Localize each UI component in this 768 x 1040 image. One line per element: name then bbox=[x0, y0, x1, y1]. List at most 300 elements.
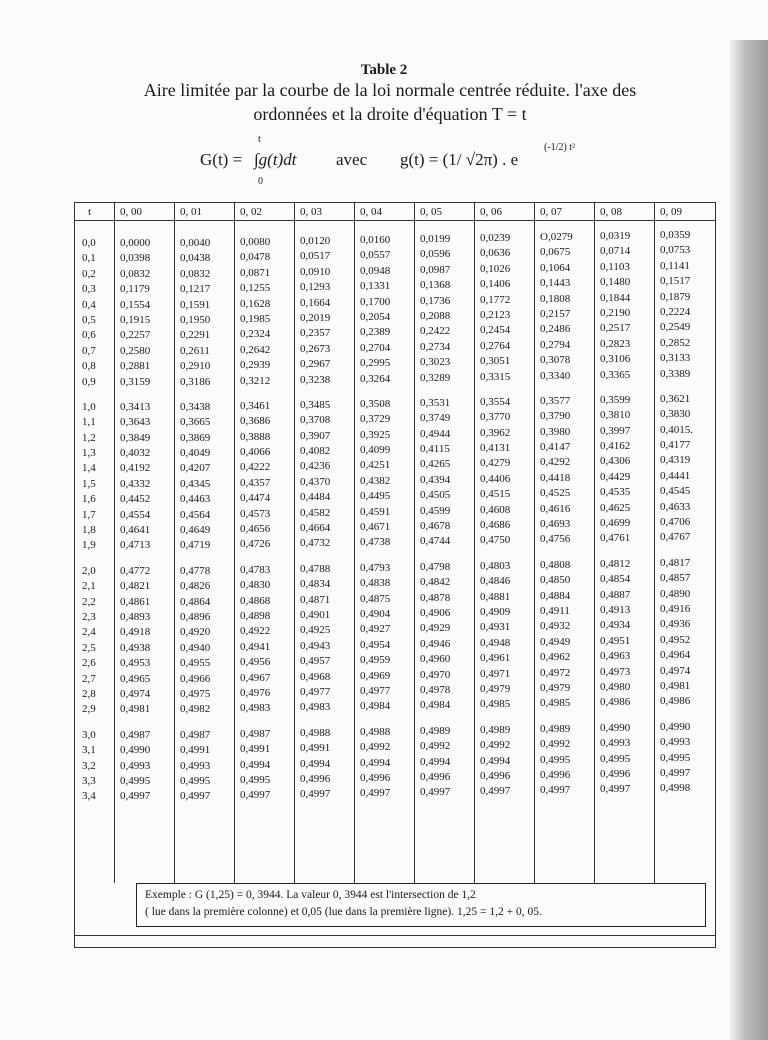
table-cell: 0,4515 bbox=[480, 488, 511, 501]
table-cell: 0,1628 bbox=[240, 297, 271, 310]
header-col: 0, 04 bbox=[360, 206, 382, 218]
page-edge-shadow bbox=[730, 40, 768, 1040]
table-cell: 0,4803 bbox=[480, 559, 511, 572]
table-cell: 3,2 bbox=[82, 759, 96, 772]
table-cell: 0,4842 bbox=[420, 576, 451, 589]
table-cell: 0,0832 bbox=[180, 267, 211, 280]
table-cell: 0,1736 bbox=[420, 294, 451, 307]
table-cell: 0,4893 bbox=[120, 610, 151, 623]
column-line bbox=[474, 202, 475, 883]
table-cell: 0,4778 bbox=[180, 564, 211, 577]
table-cell: 0,4997 bbox=[180, 790, 211, 803]
table-cell: O,0279 bbox=[540, 231, 573, 243]
table-cell: 0,4920 bbox=[180, 626, 211, 639]
table-cell: 0,2324 bbox=[240, 328, 271, 341]
table-cell: 0,4147 bbox=[540, 441, 571, 454]
table-cell: 0,2 bbox=[82, 267, 96, 280]
table-cell: 0,4997 bbox=[240, 789, 271, 802]
table-cell: 0,4986 bbox=[600, 696, 631, 709]
table-cell: 0,1179 bbox=[120, 283, 150, 296]
header-separator bbox=[74, 220, 716, 221]
table-cell: 0,4904 bbox=[360, 607, 391, 620]
table-cell: 0,4997 bbox=[420, 786, 451, 799]
table-cell: 0,4838 bbox=[360, 577, 391, 590]
table-cell: 2,1 bbox=[82, 580, 96, 593]
table-cell: 0,4990 bbox=[120, 744, 151, 757]
table-cell: 0,2734 bbox=[420, 340, 451, 353]
column-line bbox=[534, 202, 535, 883]
table-cell: 0,4934 bbox=[600, 619, 631, 632]
table-cell: 3,1 bbox=[82, 744, 96, 757]
table-cell: 0,3665 bbox=[180, 416, 211, 429]
table-cell: 0,2642 bbox=[240, 343, 271, 356]
value-column bbox=[660, 228, 693, 797]
table-cell: 0,3485 bbox=[300, 398, 331, 411]
table-cell: 0,4940 bbox=[180, 641, 211, 654]
table-cell: 0,4989 bbox=[540, 722, 571, 735]
table-cell: 0,3849 bbox=[120, 431, 151, 444]
formula-lhs: G(t) = bbox=[200, 150, 243, 169]
table-cell: 0,0359 bbox=[660, 229, 691, 241]
table-cell: 0,4505 bbox=[420, 489, 451, 502]
table-cell: 2,5 bbox=[82, 641, 96, 654]
table-cell: 0,4207 bbox=[180, 462, 211, 475]
table-cell: 0,3315 bbox=[480, 370, 511, 383]
table-cell: 0,4265 bbox=[420, 458, 451, 471]
table-cell: 0,4961 bbox=[480, 652, 511, 665]
value-column bbox=[420, 232, 450, 801]
table-cell: 0,4925 bbox=[300, 624, 331, 637]
table-cell: 0,4625 bbox=[600, 501, 631, 514]
table-cell: 0,0478 bbox=[240, 251, 271, 264]
table-cell: 0,2257 bbox=[120, 329, 151, 342]
table-cell: 0,4975 bbox=[180, 687, 211, 700]
column-line bbox=[594, 202, 595, 883]
table-cell: 0,3554 bbox=[480, 395, 511, 408]
table-cell: 0,0753 bbox=[660, 244, 691, 257]
table-cell: 0,4793 bbox=[360, 561, 391, 574]
table-cell: 0,1591 bbox=[180, 298, 211, 311]
table-cell: 0,3686 bbox=[240, 415, 271, 428]
table-cell: 1,7 bbox=[82, 508, 96, 521]
subtitle-line-1: Aire limitée par la courbe de la loi normale centrée réduite. l'axe des bbox=[143, 80, 637, 100]
table-cell: 0,4864 bbox=[180, 595, 211, 608]
table-cell: 0,4861 bbox=[120, 595, 151, 608]
table-cell: 0,1 bbox=[82, 252, 96, 265]
table-cell: 0,2454 bbox=[480, 324, 511, 337]
table-title: Table 2 bbox=[360, 62, 408, 78]
table-cell: 0,2054 bbox=[360, 310, 391, 323]
table-cell: 0,4990 bbox=[600, 721, 631, 734]
table-cell: 0,2157 bbox=[540, 307, 571, 320]
table-cell: 0,4357 bbox=[240, 476, 271, 489]
table-cell: 2,3 bbox=[82, 610, 96, 623]
formula-avec: avec bbox=[336, 150, 368, 169]
table-cell: 0,4987 bbox=[240, 727, 271, 740]
table-cell: 0,4808 bbox=[540, 558, 571, 571]
header-col: 0, 06 bbox=[480, 206, 502, 218]
table-cell: 0,0319 bbox=[600, 230, 631, 242]
table-cell: 0,4418 bbox=[540, 471, 571, 484]
table-cell: 0,4993 bbox=[600, 737, 631, 750]
table-cell: 0,2704 bbox=[360, 341, 391, 354]
example-box bbox=[136, 883, 706, 927]
table-cell: 0,4985 bbox=[540, 697, 571, 710]
column-line bbox=[294, 202, 295, 883]
table-cell: 0,0557 bbox=[360, 249, 391, 262]
table-cell: 0,4991 bbox=[300, 742, 331, 755]
table-cell: 0,3888 bbox=[240, 430, 271, 443]
table-cell: 0,4983 bbox=[240, 702, 271, 715]
table-cell: 0,3264 bbox=[360, 372, 391, 385]
table-cell: 0,4979 bbox=[540, 681, 571, 694]
table-cell: 0,2088 bbox=[420, 309, 451, 322]
table-cell: 0,4812 bbox=[600, 557, 631, 570]
table-cell: 0,0000 bbox=[120, 237, 151, 249]
value-column bbox=[300, 234, 330, 803]
table-cell: 0,3810 bbox=[600, 409, 631, 422]
table-cell: 0,4971 bbox=[480, 667, 511, 680]
table-cell: 0,4996 bbox=[480, 769, 511, 782]
header-col: 0, 09 bbox=[660, 206, 682, 218]
table-cell: 0,3238 bbox=[300, 373, 331, 386]
table-cell: 0,4996 bbox=[600, 767, 631, 780]
table-cell: 0,4962 bbox=[540, 651, 571, 664]
table-cell: 2,6 bbox=[82, 657, 96, 670]
table-cell: 0,4938 bbox=[120, 641, 151, 654]
table-cell: 0,4545 bbox=[660, 485, 691, 498]
header-col: 0, 00 bbox=[120, 206, 142, 218]
table-cell: 0,0675 bbox=[540, 246, 571, 259]
table-cell: 0,4994 bbox=[480, 754, 511, 767]
table-cell: 0,4162 bbox=[600, 440, 631, 453]
table-cell: 0,4964 bbox=[660, 649, 691, 662]
table-cell: 0,7 bbox=[82, 344, 96, 357]
table-cell: 0,4991 bbox=[240, 743, 271, 756]
table-cell: 0,4993 bbox=[120, 759, 151, 772]
table-cell: 0,4441 bbox=[660, 469, 691, 482]
table-cell: 0,4929 bbox=[420, 622, 451, 635]
table-cell: 0,4898 bbox=[240, 609, 271, 622]
table-cell: 0,0832 bbox=[120, 267, 151, 280]
table-cell: 0,1664 bbox=[300, 296, 331, 309]
header-col: 0, 01 bbox=[180, 206, 202, 218]
table-cell: 0,0040 bbox=[180, 237, 211, 249]
table-cell: 0,4995 bbox=[600, 752, 631, 765]
table-cell: 0,1064 bbox=[540, 261, 571, 274]
table-cell: 0,3770 bbox=[480, 411, 511, 424]
table-cell: 0,4994 bbox=[420, 755, 451, 768]
table-cell: 0,1950 bbox=[180, 313, 211, 326]
table-cell: 0,4817 bbox=[660, 556, 691, 569]
table-cell: 0,4370 bbox=[300, 475, 331, 488]
table-cell: 0,3159 bbox=[120, 375, 151, 388]
table-cell: 0,4960 bbox=[420, 653, 451, 666]
table-cell: 0,4997 bbox=[660, 766, 691, 779]
table-cell: 0,4959 bbox=[360, 654, 391, 667]
table-cell: 0,0398 bbox=[120, 252, 151, 265]
table-cell: 0,0517 bbox=[300, 250, 331, 263]
table-cell: 0,4649 bbox=[180, 524, 211, 537]
table-cell: 0,4957 bbox=[300, 655, 331, 668]
column-line bbox=[715, 202, 716, 947]
table-cell: 0,2580 bbox=[120, 344, 151, 357]
table-cell: 0,6 bbox=[82, 329, 96, 342]
table-cell: 0,2224 bbox=[660, 305, 691, 318]
value-column bbox=[120, 236, 150, 805]
table-cell: 0,4706 bbox=[660, 516, 691, 529]
table-cell: 0,2939 bbox=[240, 359, 271, 372]
table-cell: 0,4996 bbox=[420, 770, 451, 783]
table-cell: 0,4756 bbox=[540, 533, 571, 546]
table-cell: 2,2 bbox=[82, 595, 96, 608]
table-cell: 0,2517 bbox=[600, 322, 631, 335]
table-cell: 0,4713 bbox=[120, 539, 151, 552]
table-cell: 0,4345 bbox=[180, 477, 211, 490]
table-cell: 0,4978 bbox=[420, 683, 451, 696]
table-cell: 0,4292 bbox=[540, 456, 571, 469]
table-cell: 0,4015. bbox=[660, 423, 693, 436]
table-cell: 0,4981 bbox=[120, 703, 151, 716]
table-cell: 1,2 bbox=[82, 431, 96, 444]
table-cell: 0,4990 bbox=[660, 720, 691, 733]
table-cell: 0,4911 bbox=[540, 604, 570, 617]
table-cell: 0,4982 bbox=[180, 703, 211, 716]
table-cell: 0,3531 bbox=[420, 396, 451, 409]
table-cell: 0,0438 bbox=[180, 252, 211, 265]
table-cell: 0,4099 bbox=[360, 444, 391, 457]
table-cell: 2,0 bbox=[82, 564, 96, 577]
t-column bbox=[82, 236, 96, 805]
table-cell: 0,4989 bbox=[420, 724, 451, 737]
table-cell: 0,4463 bbox=[180, 493, 211, 506]
header-col: 0, 07 bbox=[540, 206, 562, 218]
table-cell: 0,3340 bbox=[540, 369, 571, 382]
table-cell: 0,4974 bbox=[660, 664, 691, 677]
table-cell: 0,5 bbox=[82, 313, 96, 326]
table-cell: 0,4686 bbox=[480, 519, 511, 532]
table-cell: 0,4977 bbox=[360, 684, 391, 697]
table-cell: 0,0636 bbox=[480, 247, 511, 260]
value-column bbox=[480, 231, 510, 800]
table-cell: 0,4963 bbox=[600, 650, 631, 663]
table-cell: 0,0910 bbox=[300, 265, 331, 278]
table-cell: 0,1293 bbox=[300, 281, 331, 294]
value-column bbox=[360, 233, 390, 802]
table-cell: 0,0714 bbox=[600, 245, 631, 258]
table-cell: 0,4452 bbox=[120, 493, 151, 506]
table-cell: 0,4955 bbox=[180, 657, 211, 670]
table-cell: 0,1406 bbox=[480, 278, 511, 291]
table-cell: 0,4887 bbox=[600, 588, 631, 601]
table-cell: 0,4944 bbox=[420, 427, 451, 440]
table-cell: 0,4969 bbox=[360, 669, 391, 682]
table-cell: 0,1255 bbox=[240, 282, 271, 295]
table-cell: 0,0871 bbox=[240, 266, 271, 279]
table-cell: 0,4573 bbox=[240, 507, 271, 520]
table-cell: 3,0 bbox=[82, 728, 96, 741]
table-cell: 0,0080 bbox=[240, 236, 271, 248]
table-cell: 0,4830 bbox=[240, 579, 271, 592]
table-cell: 0,2764 bbox=[480, 339, 511, 352]
table-cell: 1,0 bbox=[82, 400, 96, 413]
table-cell: 0,4850 bbox=[540, 574, 571, 587]
table-cell: 0,4989 bbox=[480, 723, 511, 736]
table-cell: 0,4976 bbox=[240, 686, 271, 699]
table-cell: 0,4996 bbox=[360, 771, 391, 784]
table-cell: 0,1331 bbox=[360, 280, 391, 293]
table-cell: 2,9 bbox=[82, 703, 96, 716]
table-cell: 0,4664 bbox=[300, 522, 331, 535]
table-cell: 0,4927 bbox=[360, 623, 391, 636]
table-cell: 0,4525 bbox=[540, 487, 571, 500]
table-cell: 0,1103 bbox=[600, 260, 630, 273]
table-cell: 0,4995 bbox=[180, 774, 211, 787]
table-cell: 0,4783 bbox=[240, 563, 271, 576]
table-cell: 0,4987 bbox=[120, 728, 151, 741]
table-cell: 1,5 bbox=[82, 477, 96, 490]
table-cell: 0,4951 bbox=[600, 634, 631, 647]
table-cell: 0,4192 bbox=[120, 462, 151, 475]
table-cell: 0,3438 bbox=[180, 400, 211, 413]
table-cell: 0,4032 bbox=[120, 447, 151, 460]
table-cell: 0,4936 bbox=[660, 618, 691, 631]
table-cell: 0,4996 bbox=[540, 768, 571, 781]
table-cell: 1,1 bbox=[82, 416, 96, 429]
table-cell: 3,4 bbox=[82, 790, 96, 803]
table-bottom-border bbox=[74, 935, 716, 936]
table-cell: 1,3 bbox=[82, 447, 96, 460]
table-cell: 0,4854 bbox=[600, 573, 631, 586]
table-cell: 2,8 bbox=[82, 687, 96, 700]
column-line bbox=[114, 202, 115, 883]
table-cell: 0,3907 bbox=[300, 429, 331, 442]
table-cell: 0,4985 bbox=[480, 698, 511, 711]
table-cell: 0,4798 bbox=[420, 560, 451, 573]
table-bottom-border-2 bbox=[74, 947, 716, 948]
table-cell: 0,4943 bbox=[300, 639, 331, 652]
table-cell: 0,2190 bbox=[600, 306, 631, 319]
table-cell: 0,2794 bbox=[540, 338, 571, 351]
table-cell: 0,4979 bbox=[480, 682, 511, 695]
table-cell: 0,4671 bbox=[360, 521, 391, 534]
table-cell: 0,0987 bbox=[420, 263, 451, 276]
table-cell: 0,4956 bbox=[240, 656, 271, 669]
table-cell: 0,4995 bbox=[540, 753, 571, 766]
table-cell: 0,1915 bbox=[120, 313, 151, 326]
table-cell: 0,4608 bbox=[480, 503, 511, 516]
table-cell: 0,3078 bbox=[540, 354, 571, 367]
table-cell: 0,2291 bbox=[180, 329, 211, 342]
table-cell: 0,4998 bbox=[660, 782, 691, 795]
table-cell: 0,2611 bbox=[180, 344, 210, 357]
table-cell: 0,4973 bbox=[600, 665, 631, 678]
table-cell: 0,0596 bbox=[420, 248, 451, 261]
header-col: 0, 03 bbox=[300, 206, 322, 218]
table-cell: 0,1141 bbox=[660, 259, 690, 272]
table-cell: 0,4932 bbox=[540, 620, 571, 633]
table-cell: 0,4251 bbox=[360, 459, 391, 472]
table-cell: 0,4693 bbox=[540, 518, 571, 531]
table-cell: 0,4772 bbox=[120, 564, 151, 577]
table-cell: 0,4988 bbox=[300, 726, 331, 739]
table-cell: 0,4767 bbox=[660, 531, 691, 544]
table-cell: 0,3289 bbox=[420, 371, 451, 384]
table-cell: 0,1700 bbox=[360, 295, 391, 308]
table-cell: 0,4980 bbox=[600, 680, 631, 693]
column-line bbox=[174, 202, 175, 883]
table-cell: 0,1026 bbox=[480, 262, 511, 275]
table-cell: 0,0120 bbox=[300, 235, 331, 247]
formula-exponent: (-1/2) t² bbox=[544, 142, 576, 153]
table-cell: 0,4131 bbox=[480, 442, 511, 455]
table-cell: 0,4991 bbox=[180, 744, 211, 757]
table-cell: 0,4916 bbox=[660, 602, 691, 615]
table-cell: 0,4965 bbox=[120, 672, 151, 685]
table-cell: 0,4049 bbox=[180, 447, 211, 460]
table-cell: 0,4995 bbox=[660, 751, 691, 764]
table-cell: 0,4066 bbox=[240, 446, 271, 459]
table-cell: 0,3212 bbox=[240, 374, 271, 387]
table-cell: 0,4931 bbox=[480, 621, 511, 634]
value-column bbox=[600, 229, 630, 798]
table-cell: 0,4948 bbox=[480, 636, 511, 649]
table-cell: 0,4535 bbox=[600, 486, 631, 499]
table-cell: 0,1443 bbox=[540, 277, 571, 290]
table-cell: 0,4901 bbox=[300, 608, 331, 621]
table-cell: 0,4306 bbox=[600, 455, 631, 468]
table-cell: 0,1844 bbox=[600, 291, 631, 304]
table-cell: 0,4909 bbox=[480, 605, 511, 618]
table-cell: 0,2389 bbox=[360, 326, 391, 339]
table-cell: 0,4394 bbox=[420, 473, 451, 486]
table-cell: 0,3365 bbox=[600, 368, 631, 381]
table-cell: 0,4974 bbox=[120, 687, 151, 700]
table-cell: 0,3413 bbox=[120, 400, 151, 413]
header-t: t bbox=[88, 206, 92, 218]
table-cell: 0,4884 bbox=[540, 589, 571, 602]
table-top-border bbox=[74, 202, 716, 203]
table-cell: 0,3186 bbox=[180, 375, 211, 388]
table-cell: 0,1772 bbox=[480, 293, 511, 306]
formula-rhs: g(t) = (1/ √2π) . e bbox=[400, 150, 519, 169]
table-cell: 0,3925 bbox=[360, 428, 391, 441]
table-cell: 0,4949 bbox=[540, 635, 571, 648]
table-cell: 0,3997 bbox=[600, 424, 631, 437]
table-cell: 0,4966 bbox=[180, 672, 211, 685]
table-cell: 0,4970 bbox=[420, 668, 451, 681]
table-cell: 0,4997 bbox=[600, 783, 631, 796]
table-cell: 0,4222 bbox=[240, 461, 271, 474]
table-cell: 0,3790 bbox=[540, 410, 571, 423]
table-cell: 0,2881 bbox=[120, 360, 151, 373]
table-cell: 0,3023 bbox=[420, 356, 451, 369]
table-cell: 0,4761 bbox=[600, 532, 631, 545]
table-cell: 0,4616 bbox=[540, 502, 571, 515]
table-cell: 0,4952 bbox=[660, 633, 691, 646]
table-cell: 1,6 bbox=[82, 493, 96, 506]
table-cell: 0,4633 bbox=[660, 500, 691, 513]
table-cell: 0,4846 bbox=[480, 575, 511, 588]
table-cell: 0,4996 bbox=[300, 772, 331, 785]
table-cell: 0,4987 bbox=[180, 728, 211, 741]
table-cell: 0,4922 bbox=[240, 625, 271, 638]
table-cell: 0,4406 bbox=[480, 472, 511, 485]
table-cell: 0,4788 bbox=[300, 562, 331, 575]
table-cell: 0,4997 bbox=[360, 787, 391, 800]
table-cell: 0,4641 bbox=[120, 524, 151, 537]
table-cell: 0,4994 bbox=[360, 756, 391, 769]
